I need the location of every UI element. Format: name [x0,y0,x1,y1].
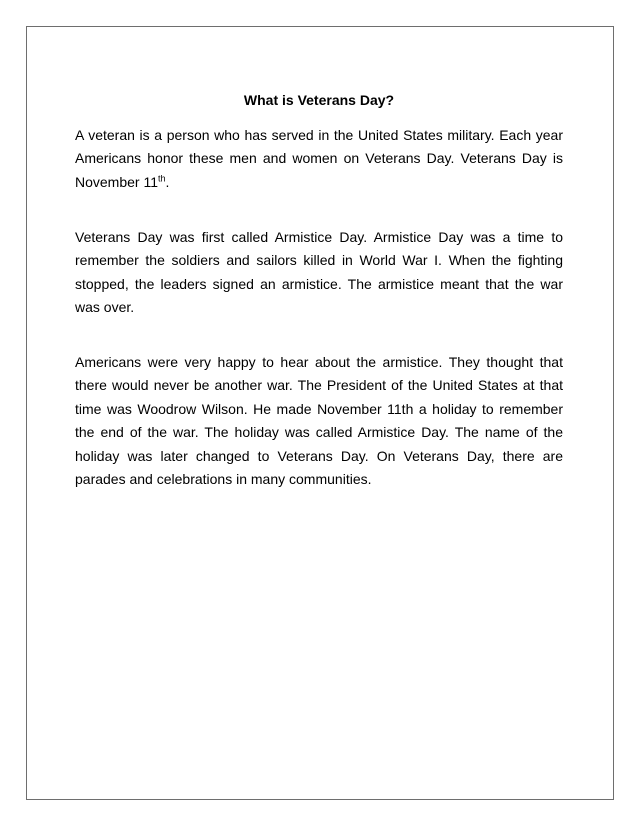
paragraph-veteran-definition [75,124,563,194]
paragraph-holiday-history: Americans were very happy to hear about the armistice. They thought that there would never be another war. The President of the United States at that time was Woodrow Wilson. He made November 11th a holiday to remember the end of the war. The holiday was called Armistice Day. The name of the holiday was later changed to Veterans Day. On Veterans Day, there are parades and celebrations in many communities. [75,354,563,488]
paragraph-armistice-day: Veterans Day was first called Armistice Day. Armistice Day was a time to remember the soldiers and sailors killed in World War I. When the fighting stopped, the leaders signed an armistice. The armistice meant that the war was over. [75,229,563,316]
paragraph-1-text: A veteran is a person who has served in the United States military. Each year Americans honor these men and women on Veterans Day. Veterans Day is November 11 [75,127,563,190]
date-superscript: th [158,173,166,184]
paragraph-1-suffix: . [165,173,170,190]
document-title: What is Veterans Day? [243,92,395,108]
